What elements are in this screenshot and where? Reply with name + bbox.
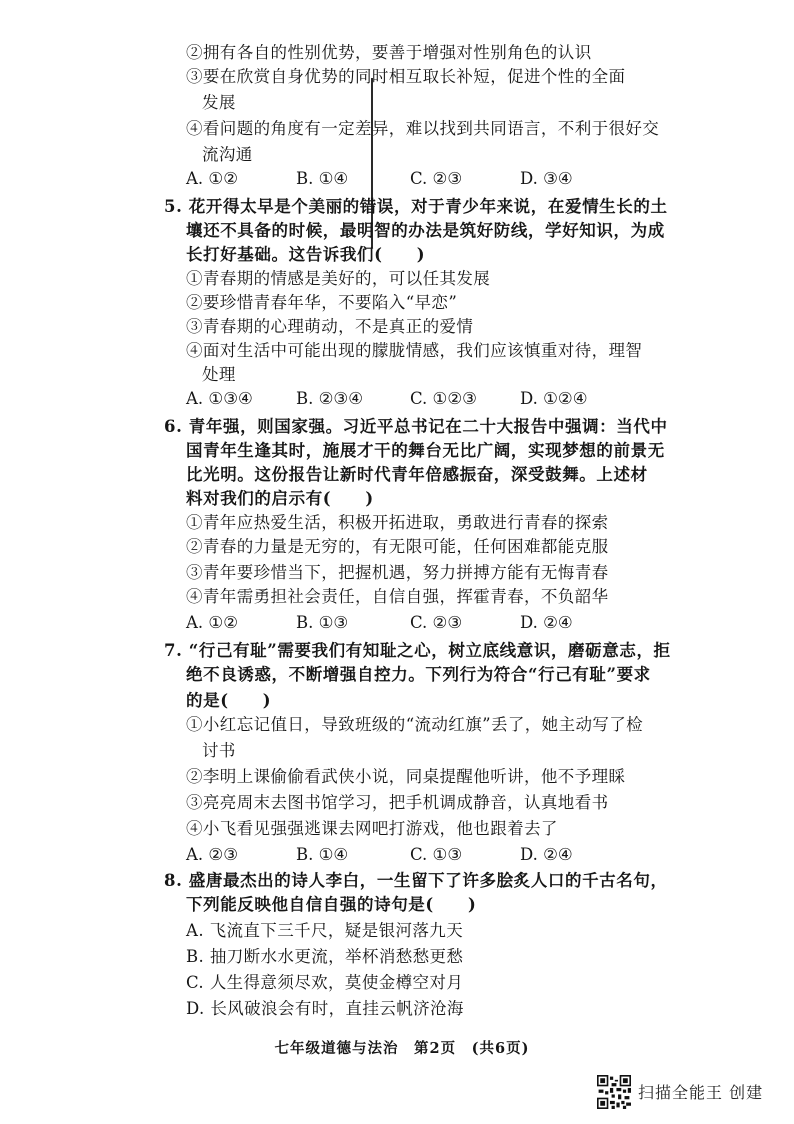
statement-line: ④看问题的角度有一定差异，难以找到共同语言，不利于很好交 [186, 119, 660, 138]
statement-line: A. 飞流直下三千尺，疑是银河落九天 [186, 921, 464, 940]
question-stem-line: 绝不良诱惑，不断增强自控力。下列行为符合“行己有耻”要求 [186, 665, 651, 684]
statement-line: 发展 [202, 93, 236, 112]
statement-line: ②李明上课偷偷看武侠小说，同桌提醒他听讲，他不予理睬 [186, 767, 626, 786]
statement-line: ③青春期的心理萌动，不是真正的爱情 [186, 317, 474, 336]
answer-option: C. ①②③ [410, 389, 477, 408]
statement-line: ①青春期的情感是美好的，可以任其发展 [186, 269, 491, 288]
statement-line: C. 人生得意须尽欢，莫使金樽空对月 [186, 973, 464, 992]
question-stem-line: 壤还不具备的时候，最明智的办法是筑好防线，学好知识，为成 [186, 221, 665, 240]
answer-option: D. ②④ [520, 845, 573, 864]
statement-line: ②要珍惜青春年华，不要陷入“早恋” [186, 293, 458, 312]
answer-option: D. ③④ [520, 169, 573, 188]
statement-line: 处理 [202, 365, 236, 384]
answer-option: B. ①③ [296, 613, 349, 632]
answer-option: D. ②④ [520, 613, 573, 632]
answer-option: C. ①③ [410, 845, 463, 864]
question-stem-line: 的是( ) [186, 691, 272, 710]
question-stem-line: 6. 青年强，则国家强。习近平总书记在二十大报告中强调：当代中 [164, 417, 668, 436]
question-stem-line: 5. 花开得太早是个美丽的错误，对于青少年来说，在爱情生长的土 [164, 197, 668, 216]
statement-line: ②青春的力量是无穷的，有无限可能，任何困难都能克服 [186, 537, 609, 556]
answer-option: A. ①② [186, 613, 238, 632]
statement-line: ①小红忘记值日，导致班级的“流动红旗”丢了，她主动写了检 [186, 715, 644, 734]
question-stem-line: 长打好基础。这告诉我们( ) [186, 245, 426, 264]
answer-option: A. ①② [186, 169, 238, 188]
answer-option: A. ①③④ [186, 389, 253, 408]
question-stem-line: 下列能反映他自信自强的诗句是( ) [186, 895, 477, 914]
answer-option: D. ①②④ [520, 389, 588, 408]
question-stem-line: 国青年生逢其时，施展才干的舞台无比广阔，实现梦想的前景无 [186, 441, 665, 460]
question-stem-line: 比光明。这份报告让新时代青年倍感振奋，深受鼓舞。上述材 [186, 465, 648, 484]
answer-option: B. ②③④ [296, 389, 363, 408]
statement-line: ③要在欣赏自身优势的同时相互取长补短，促进个性的全面 [186, 67, 626, 86]
statement-line: ②拥有各自的性别优势，要善于增强对性别角色的认识 [186, 43, 592, 62]
answer-option: B. ①④ [296, 169, 349, 188]
question-stem-line: 料对我们的启示有( ) [186, 489, 374, 508]
statement-line: ④小飞看见强强逃课去网吧打游戏，他也跟着去了 [186, 819, 558, 838]
page-footer: 七年级道德与法治 第2页 (共6页) [274, 1040, 530, 1057]
statement-line: ①青年应热爱生活，积极开拓进取，勇敢进行青春的探索 [186, 513, 609, 532]
question-stem-line: 7. “行己有耻”需要我们有知耻之心，树立底线意识，磨砺意志，拒 [164, 641, 671, 660]
question-stem-line: 8. 盛唐最杰出的诗人李白，一生留下了许多脍炙人口的千古名句， [164, 871, 668, 890]
statement-line: D. 长风破浪会有时，直挂云帆济沧海 [186, 999, 464, 1018]
qr-code-icon [597, 1075, 631, 1109]
statement-line: 讨书 [202, 741, 236, 760]
statement-line: B. 抽刀断水水更流，举杯消愁愁更愁 [186, 947, 464, 966]
answer-option: A. ②③ [186, 845, 238, 864]
statement-line: ③青年要珍惜当下，把握机遇，努力拼搏方能有无悔青春 [186, 563, 609, 582]
answer-option: C. ②③ [410, 613, 463, 632]
statement-line: ③亮亮周末去图书馆学习，把手机调成静音，认真地看书 [186, 793, 609, 812]
statement-line: 流沟通 [202, 145, 253, 164]
answer-option: C. ②③ [410, 169, 463, 188]
scanner-watermark: 扫描全能王 创建 [638, 1083, 764, 1102]
answer-option: B. ①④ [296, 845, 349, 864]
statement-line: ④面对生活中可能出现的朦胧情感，我们应该慎重对待，理智 [186, 341, 643, 360]
statement-line: ④青年需勇担社会责任，自信自强，挥霍青春，不负韶华 [186, 587, 609, 606]
